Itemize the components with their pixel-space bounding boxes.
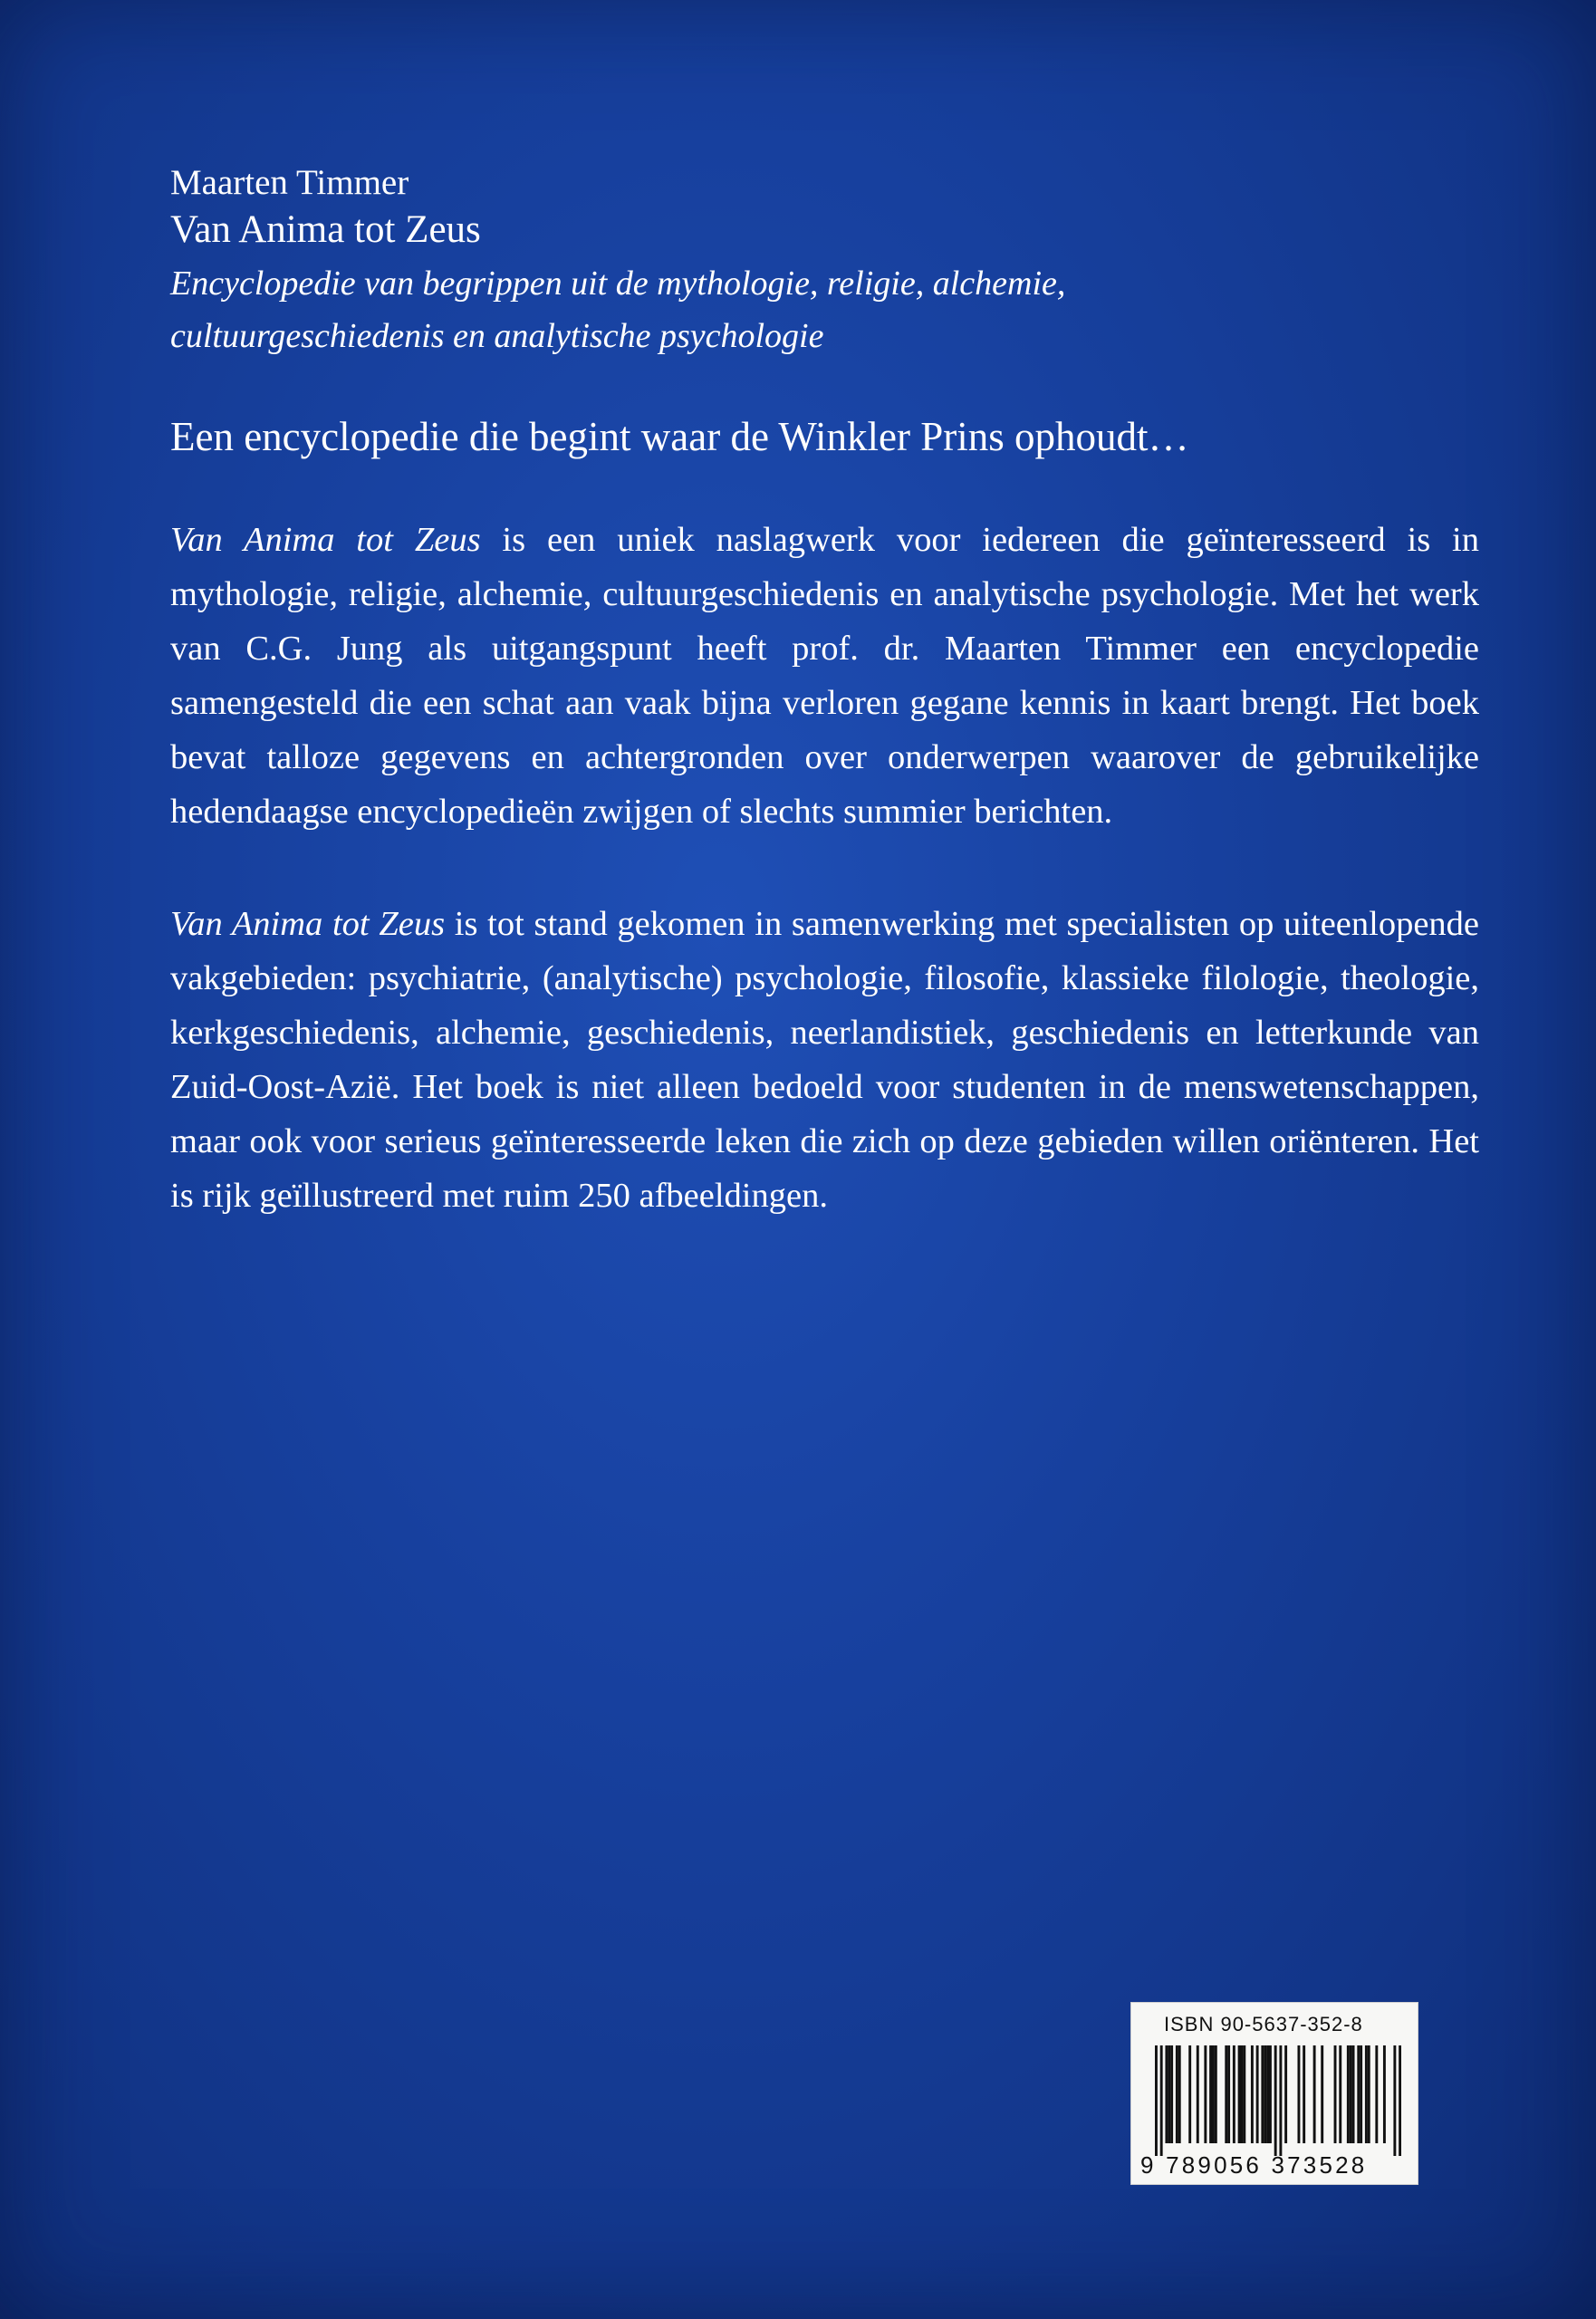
subtitle-line-1: Encyclopedie van begrippen uit de mythologie, religie, alchemie, [170, 265, 1066, 303]
blurb-paragraph-1-text: is een uniek naslagwerk voor iedereen die geïnteresseerd is in mythologie, religie, alchemie, cultuurgeschiedenis en analytische psychologie. Met het werk van C.G. Jung als uitgangspunt heeft prof. dr. Maarten Timmer een encyclopedie samengesteld die een schat aan vaak bijna verloren gegane kennis in kaart brengt. Het boek bevat talloze gegevens en achtergronden over onderwerpen waarover de gebruikelijke hedendaagse encyclopedieën zwijgen of slechts summier berichten. [170, 521, 1480, 831]
barcode-bar [1393, 2045, 1396, 2156]
barcode-bars [1155, 2045, 1401, 2156]
ean-digits: 9 789056 373528 [1140, 2151, 1368, 2179]
barcode-bar [1251, 2045, 1254, 2143]
blurb-paragraph-2-title: Van Anima tot Zeus [170, 905, 446, 943]
barcode-bar [1197, 2045, 1199, 2143]
barcode-bar [1188, 2045, 1191, 2143]
barcode-bar [1243, 2045, 1245, 2143]
isbn-barcode-label [1130, 2002, 1418, 2185]
barcode-bar [1155, 2045, 1158, 2156]
barcode-bar [1233, 2045, 1235, 2143]
barcode-bar [1266, 2045, 1269, 2143]
tagline: Een encyclopedie die begint waar de Winkler Prins ophoudt… [170, 414, 1189, 459]
barcode-bar [1297, 2045, 1300, 2143]
barcode-bar [1178, 2045, 1181, 2143]
book-subtitle [170, 257, 1479, 362]
barcode-bar [1212, 2045, 1215, 2143]
blurb-paragraph-2 [170, 897, 1479, 1223]
barcode-bar [1365, 2045, 1368, 2143]
barcode-bar [1176, 2045, 1178, 2143]
barcode-bar [1215, 2045, 1217, 2143]
barcode-bar [1303, 2045, 1305, 2143]
barcode-bar [1360, 2045, 1362, 2143]
barcode-bar [1256, 2045, 1259, 2143]
subtitle-line-2: cultuurgeschiedenis en analytische psychologie [170, 317, 824, 355]
barcode-bar [1375, 2045, 1378, 2143]
barcode-bar [1399, 2045, 1401, 2156]
barcode-bar [1350, 2045, 1352, 2143]
barcode-bar [1313, 2045, 1316, 2143]
blurb-paragraph-1 [170, 513, 1479, 839]
barcode-bar [1204, 2045, 1207, 2143]
blurb-paragraph-2-text: is tot stand gekomen in samenwerking met specialisten op uiteenlopende vakgebieden: psychiatrie, (analytische) psychologie, filosofie, klassieke filologie, theologie, kerkgeschiedenis, alchemie, geschiedenis, neerlandistiek, geschiedenis en letterkunde van Zuid-Oost-Azië. Het boek is niet alleen bedoeld voor studenten in de menswetenschappen, maar ook voor serieus geïnteresseerde leken die zich op deze gebieden willen oriënteren. Het is rijk geïllustreerd met ruim 250 afbeeldingen. [170, 905, 1479, 1215]
barcode-bar [1160, 2045, 1163, 2156]
barcode-bar [1170, 2045, 1173, 2143]
barcode-bar [1339, 2045, 1341, 2143]
barcode-bar [1209, 2045, 1212, 2143]
barcode-bar [1357, 2045, 1360, 2143]
barcode-bar [1227, 2045, 1230, 2143]
barcode-bar [1240, 2045, 1243, 2143]
barcode-bar [1284, 2045, 1287, 2143]
barcode-bar [1383, 2045, 1386, 2143]
barcode-bar [1264, 2045, 1266, 2143]
author-name: Maarten Timmer [170, 163, 409, 202]
barcode-bar [1352, 2045, 1355, 2143]
barcode-bar [1334, 2045, 1337, 2143]
barcode-bar [1347, 2045, 1350, 2143]
barcode-bar [1279, 2045, 1282, 2156]
barcode-bar [1168, 2045, 1170, 2143]
barcode-bar [1165, 2045, 1168, 2143]
blurb-paragraph-1-title: Van Anima tot Zeus [170, 521, 481, 559]
barcode-bar [1368, 2045, 1370, 2143]
barcode-bar [1225, 2045, 1227, 2143]
barcode-bar [1274, 2045, 1277, 2156]
barcode-bar [1238, 2045, 1241, 2143]
barcode-bar [1261, 2045, 1264, 2143]
book-title: Van Anima tot Zeus [170, 208, 481, 251]
cover-text-block [170, 161, 1479, 1223]
barcode-bar [1269, 2045, 1272, 2143]
barcode-bar [1321, 2045, 1323, 2143]
isbn-number: ISBN 90-5637-352-8 [1164, 2013, 1363, 2035]
